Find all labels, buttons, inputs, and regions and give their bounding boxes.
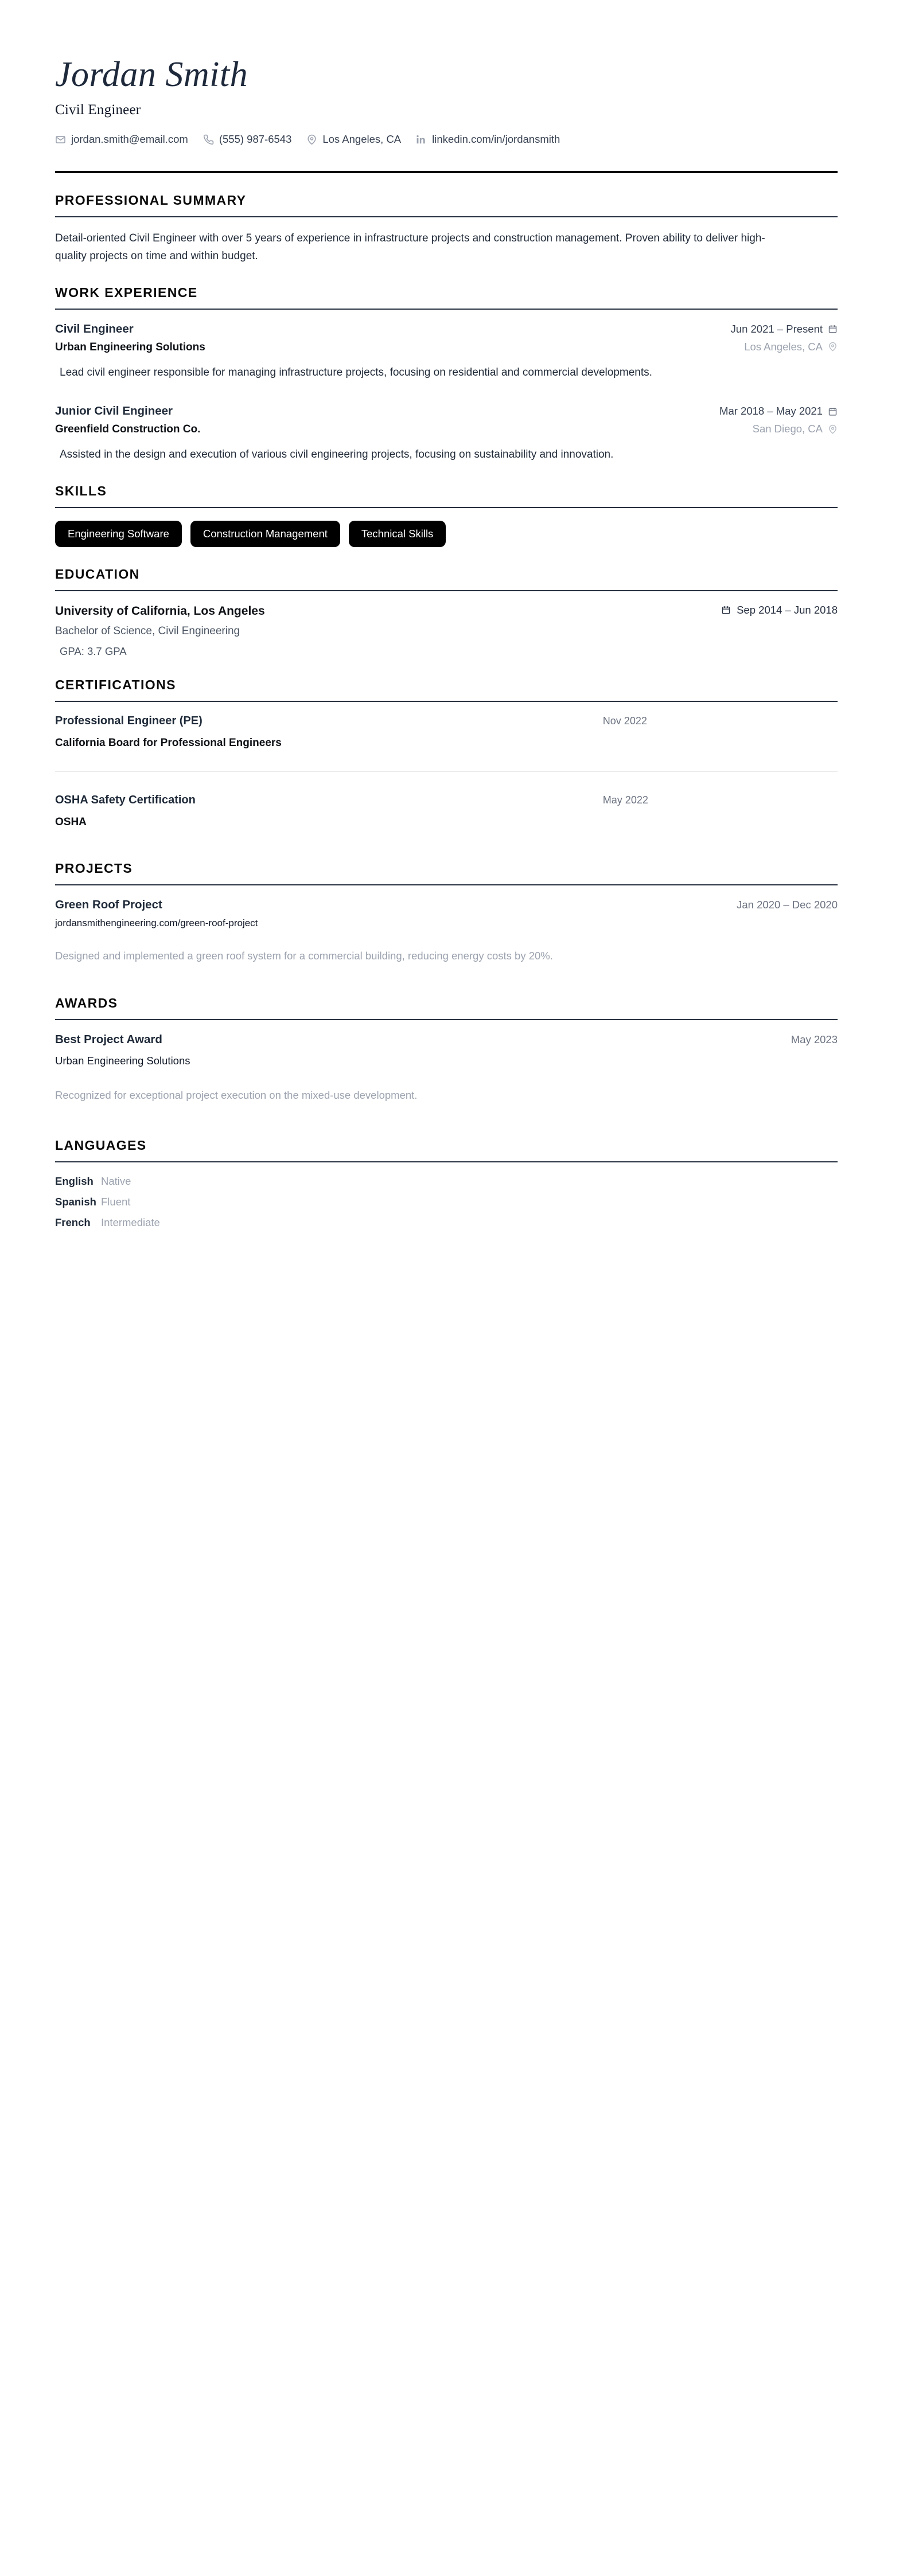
certification-name-row	[55, 794, 838, 807]
work-company: Greenfield Construction Co.	[55, 423, 201, 436]
work-description: Assisted in the design and execution of various civil engineering projects, focusing on sustainability and innovation.	[60, 448, 614, 461]
calendar-icon	[828, 407, 838, 416]
language-level: Intermediate	[101, 1216, 160, 1229]
certification-entry	[55, 794, 838, 829]
project-entry	[55, 898, 838, 965]
certification-issuer: OSHA	[55, 816, 87, 829]
skill-pill[interactable]: Engineering Software	[55, 521, 182, 547]
section-languages	[55, 1138, 838, 1229]
section-title-projects: PROJECTS	[55, 861, 133, 876]
contact-email[interactable]	[55, 133, 188, 146]
certification-separator	[55, 771, 838, 772]
work-entry-org-line	[55, 336, 838, 354]
section-awards	[55, 996, 838, 1104]
language-name: French	[55, 1216, 91, 1229]
phone-icon	[203, 134, 214, 145]
certification-name: Professional Engineer (PE)	[55, 715, 203, 728]
language-row	[55, 1175, 838, 1188]
section-education	[55, 567, 838, 658]
work-entry-title-line	[55, 404, 838, 418]
awards-body	[55, 1020, 838, 1104]
language-row	[55, 1216, 838, 1229]
contact-phone-text: (555) 987-6543	[219, 133, 292, 146]
certification-date: Nov 2022	[602, 715, 647, 727]
education-degree: Bachelor of Science, Civil Engineering	[55, 625, 240, 638]
education-entry	[55, 604, 838, 658]
language-level: Native	[101, 1175, 131, 1188]
contact-linkedin-text: linkedin.com/in/jordansmith	[432, 133, 560, 146]
work-dates	[731, 323, 838, 335]
location-pin-icon	[828, 342, 838, 352]
candidate-headline: Civil Engineer	[55, 102, 141, 118]
section-title-skills: SKILLS	[55, 483, 107, 499]
calendar-icon	[721, 605, 731, 615]
skills-body	[55, 508, 838, 547]
section-projects	[55, 861, 838, 965]
contact-phone[interactable]	[203, 133, 292, 146]
certifications-body	[55, 702, 838, 829]
projects-body	[55, 885, 838, 965]
work-entry	[55, 322, 838, 382]
language-name: Spanish	[55, 1196, 96, 1208]
work-location-text: Los Angeles, CA	[744, 340, 823, 353]
award-date: May 2023	[791, 1033, 838, 1045]
section-title-languages: LANGUAGES	[55, 1138, 147, 1153]
award-title-line	[55, 1033, 838, 1047]
award-description: Recognized for exceptional project execution on the mixed-use development.	[55, 1088, 418, 1101]
work-role: Civil Engineer	[55, 322, 134, 335]
certification-name-row	[55, 715, 838, 728]
work-location	[744, 341, 838, 353]
languages-body	[55, 1162, 838, 1229]
work-entry-title-line	[55, 322, 838, 336]
section-title-certifications: CERTIFICATIONS	[55, 677, 176, 693]
certification-issuer: California Board for Professional Engineers	[55, 737, 282, 750]
work-entry-org-line	[55, 418, 838, 436]
certification-name-cell	[55, 715, 603, 728]
location-pin-icon	[306, 134, 317, 145]
education-school: University of California, Los Angeles	[55, 604, 265, 618]
language-name: English	[55, 1175, 94, 1188]
language-row	[55, 1196, 838, 1208]
certification-name: OSHA Safety Certification	[55, 794, 196, 807]
award-name: Best Project Award	[55, 1032, 162, 1046]
resume-page	[0, 0, 911, 1229]
project-url[interactable]: jordansmithengineering.com/green-roof-project	[55, 918, 258, 929]
education-body	[55, 591, 838, 658]
resume-header	[55, 55, 838, 151]
education-dates	[721, 604, 838, 616]
education-gpa: GPA: 3.7 GPA	[60, 645, 127, 658]
section-work-experience	[55, 285, 838, 465]
work-dates-text: Mar 2018 – May 2021	[719, 405, 823, 417]
education-title-line	[55, 604, 838, 619]
work-company: Urban Engineering Solutions	[55, 341, 205, 353]
work-dates-text: Jun 2021 – Present	[730, 322, 823, 335]
calendar-icon	[828, 324, 838, 334]
section-skills	[55, 483, 838, 547]
project-title-line	[55, 898, 838, 912]
resume-sheet	[55, 55, 838, 1229]
section-title-education: EDUCATION	[55, 566, 140, 581]
linkedin-icon	[416, 134, 427, 145]
certification-entry	[55, 715, 838, 771]
award-organization: Urban Engineering Solutions	[55, 1054, 190, 1067]
contact-linkedin[interactable]	[416, 133, 560, 146]
section-certifications	[55, 677, 838, 829]
skill-pill[interactable]: Construction Management	[190, 521, 340, 547]
certification-name-cell	[55, 794, 603, 807]
education-dates-text: Sep 2014 – Jun 2018	[737, 603, 838, 616]
summary-body	[55, 217, 838, 266]
header-divider-rule	[55, 171, 838, 173]
award-entry	[55, 1033, 838, 1104]
work-location	[753, 423, 838, 435]
contact-location-text: Los Angeles, CA	[322, 133, 402, 146]
skill-pill-list	[55, 521, 838, 547]
project-description: Designed and implemented a green roof system for a commercial building, reducing energy costs by 20%.	[55, 950, 553, 962]
work-dates	[719, 405, 838, 417]
language-level: Fluent	[101, 1196, 131, 1208]
work-location-text: San Diego, CA	[752, 423, 823, 435]
summary-text: Detail-oriented Civil Engineer with over 5 years of experience in infrastructure projects and construction management. Proven ability to deliver high-quality projects on time and within budget.	[55, 232, 765, 262]
work-entry	[55, 404, 838, 464]
work-role: Junior Civil Engineer	[55, 404, 173, 418]
contact-location	[306, 133, 401, 146]
project-name: Green Roof Project	[55, 898, 162, 912]
project-dates: Jan 2020 – Dec 2020	[737, 899, 838, 911]
work-body	[55, 310, 838, 465]
certification-date: May 2022	[602, 794, 648, 806]
skill-pill[interactable]: Technical Skills	[349, 521, 446, 547]
mail-icon	[55, 134, 66, 145]
contact-row	[55, 133, 838, 146]
section-title-summary: PROFESSIONAL SUMMARY	[55, 193, 247, 208]
section-title-awards: AWARDS	[55, 995, 118, 1010]
section-professional-summary	[55, 171, 838, 266]
location-pin-icon	[828, 424, 838, 434]
candidate-name: Jordan Smith	[55, 55, 248, 94]
contact-email-text: jordan.smith@email.com	[71, 133, 188, 146]
section-title-work: WORK EXPERIENCE	[55, 284, 198, 300]
work-description: Lead civil engineer responsible for managing infrastructure projects, focusing on residential and commercial developments.	[60, 366, 652, 378]
